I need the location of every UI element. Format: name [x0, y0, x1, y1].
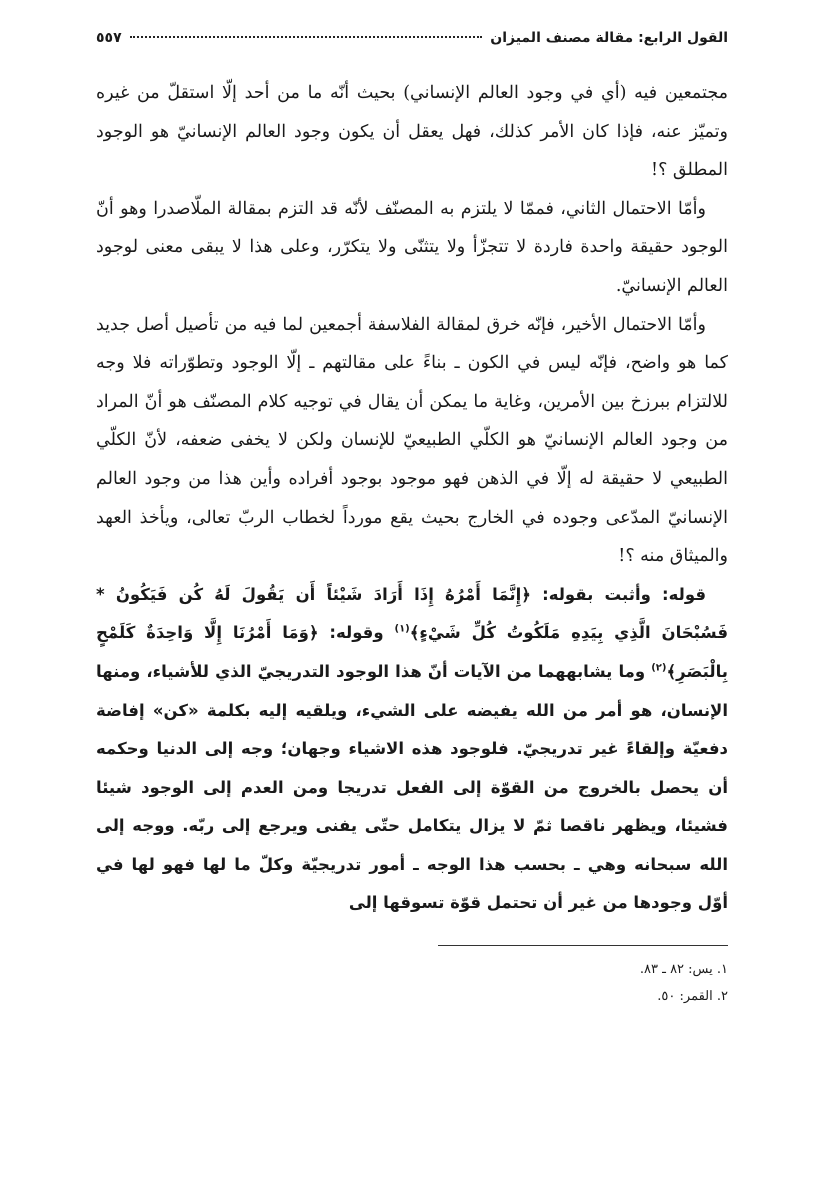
footnote-1: ١. يس: ٨٢ ـ ٨٣.: [639, 962, 728, 978]
leader-dots: [130, 36, 483, 38]
footnote-divider: [438, 945, 728, 946]
book-page: [96, 30, 728, 1160]
quoted-passage: [96, 576, 728, 923]
verse-2: ﴿وَمَا أَمْرُنَا إِلَّا وَاحِدَةٌ كَلَمْحٍ بِالْبَصَرِ﴾: [96, 623, 728, 681]
footnotes: [96, 956, 728, 1010]
body-text: [96, 74, 728, 576]
paragraph-1: مجتمعين فيه (أي في وجود العالم الإنساني) بحيث أنّه ما من أحد إلّا استقلّ من غيره وتميّز عنه، فإذا كان الأمر كذلك، فهل يعقل أن يكون وجود العالم الإنسانيّ هو الوجود المطلق ؟!: [96, 83, 728, 181]
quoted-paragraph: [96, 576, 728, 923]
footnote-ref-2: (٢): [651, 662, 667, 674]
page-number: ٥٥٧: [96, 30, 122, 46]
footnote-ref-1: (١): [394, 623, 410, 635]
verse-1: ﴿إِنَّمَا أَمْرُهُ إِذَا أَرَادَ شَيْئاً أَن يَقُولَ لَهُ كُن فَيَكُونُ * فَسُبْحَانَ الَّذِي بِيَدِهِ مَلَكُوتُ كُلِّ شَيْءٍ﴾: [96, 584, 729, 643]
paragraph-2: وأمّا الاحتمال الثاني، فممّا لا يلتزم به المصنّف لأنّه قد التزم بمقالة الملّاصدرا وهو أنّ الوجود حقيقة واحدة فاردة لا تتجزّأ ولا يتثنّى ولا يتكرّر، وعلى هذا لا يبقى معنى لوجود العالم الإنسانيّ.: [96, 198, 728, 296]
running-header: [96, 30, 728, 60]
quote-rest: وما يشابههما من الآيات أنّ هذا الوجود التدريجيّ الذي للأشياء، ومنها الإنسان، هو أمر من الله يفيضه على الشيء، ويلقيه إليه بكلمة «كن» إفاضة دفعيّة وإلقاءً غير تدريجيّ. فلوجود هذه الاشياء وجهان؛ وجه إلى الدنيا وحكمه أن يحصل بالخروج من القوّة إلى الفعل تدريجا ومن العدم إلى الوجود شيئا فشيئا، ويظهر ناقصا ثمّ لا يزال يتكامل حتّى يفنى ويرجع إلى ربّه. ووجه إلى الله سبحانه وهي ـ بحسب هذا الوجه ـ أمور تدريجيّة وكلّ ما لها فهو لها في أوّل وجودها من غير أن تحتمل قوّة تسوقها إلى: [96, 661, 728, 913]
quote-middle: وقوله:: [329, 623, 384, 643]
quote-intro: قوله: وأثبت بقوله:: [542, 584, 706, 604]
paragraph-3: وأمّا الاحتمال الأخير، فإنّه خرق لمقالة الفلاسفة أجمعين لما فيه من تأصيل أصل جديد كما هو واضح، فإنّه ليس في الكون ـ بناءً على مقالتهم ـ إلّا الوجود وتطوّراته فلا وجه للالتزام ببرزخ بين الأمرين، وغاية ما يمكن أن يقال في توجيه كلام المصنّف هو أنّ المراد من وجود العالم الإنسانيّ هو الكلّي الطبيعيّ للإنسان ولكن لا يخفى ضعفه، لأنّ الكلّي الطبيعي لا حقيقة له إلّا في الذهن فهو موجود بوجود أفراده وأين هذا من وجود العالم الإنسانيّ المدّعى وجوده في الخارج بحيث يقع مورداً لخطاب الربّ تعالى، ويأخذ العهد والميثاق منه ؟!: [96, 314, 728, 567]
footnote-2: ٢. القمر: ٥٠.: [657, 989, 728, 1005]
chapter-title: القول الرابع: مقالة مصنف الميزان: [490, 30, 728, 46]
